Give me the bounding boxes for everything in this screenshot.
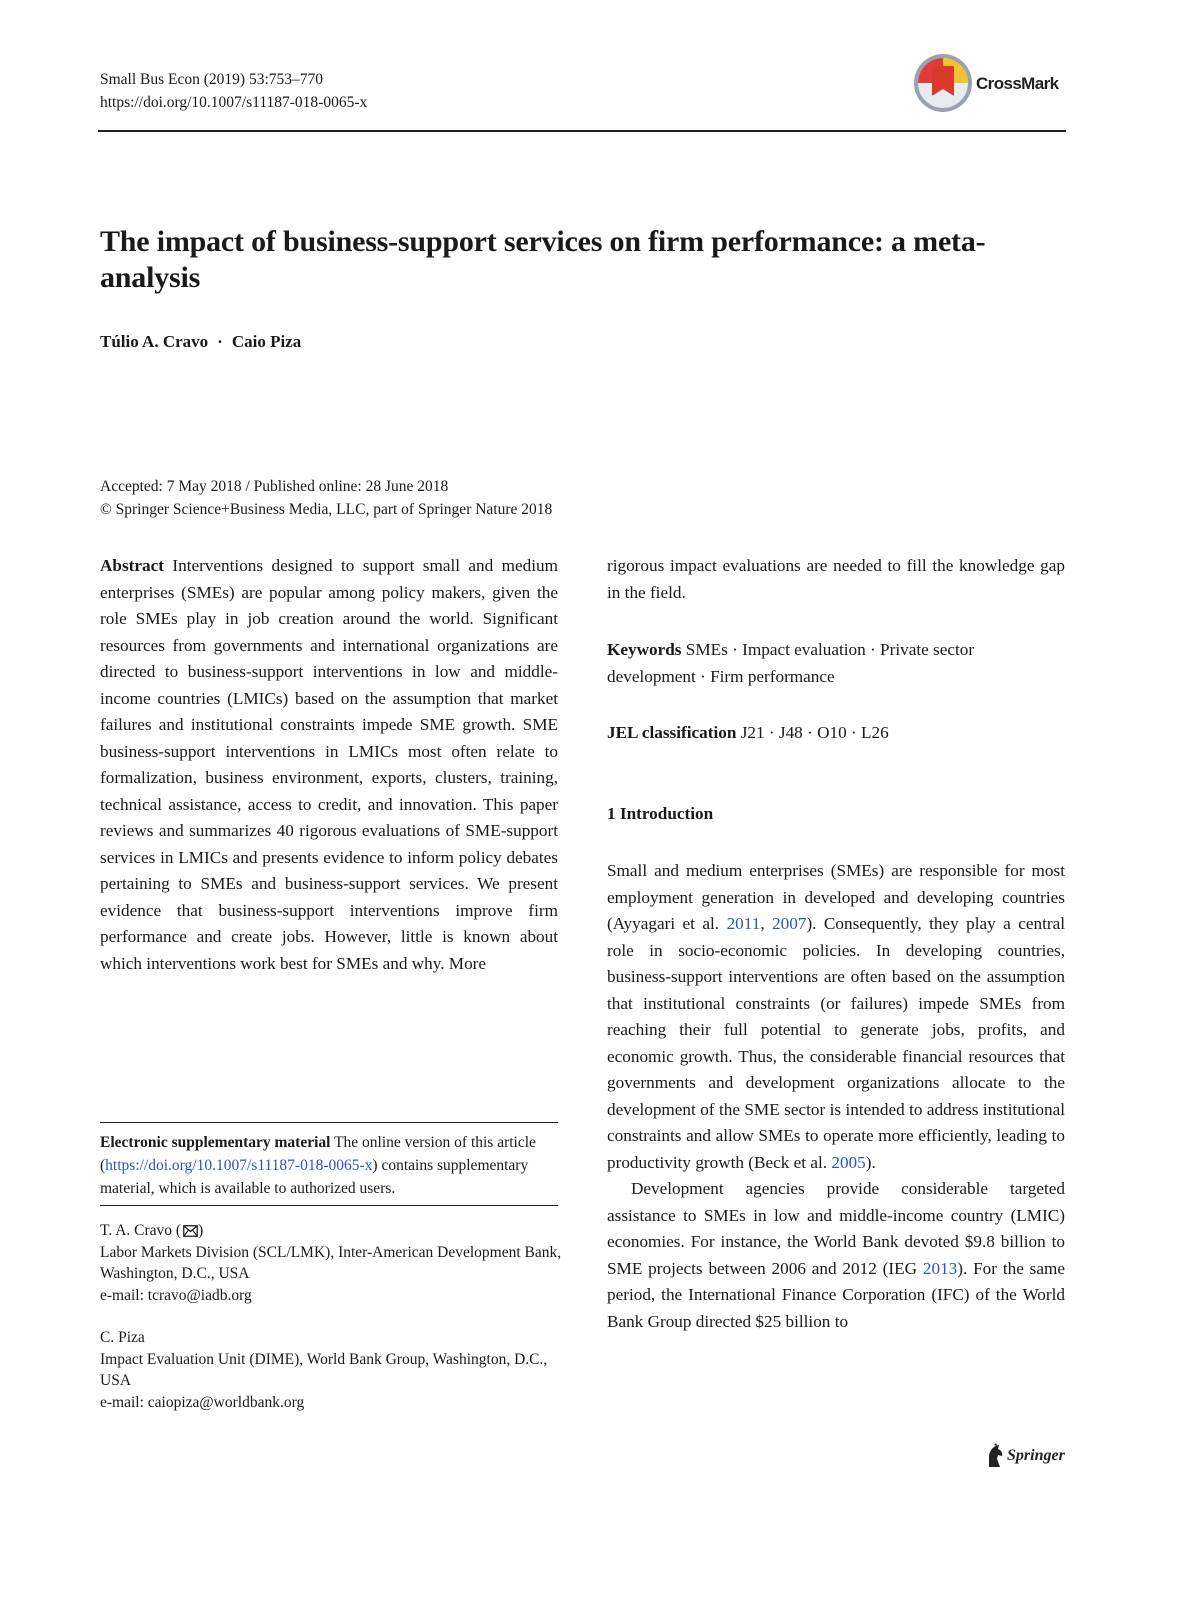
accepted-published-date: Accepted: 7 May 2018 / Published online: 28 June 2018 [100,478,449,495]
jel-codes: J21 · J48 · O10 · L26 [740,723,889,742]
crossmark-badge[interactable] [912,52,1072,112]
citation-link[interactable]: 2007 [772,914,807,933]
author-name[interactable]: Caio Piza [231,332,302,351]
keywords-text: SMEs · Impact evaluation · Private sector development · Firm performance [607,640,975,686]
header-divider [98,130,1066,132]
affiliation-author [100,1220,570,1242]
paragraph-text: ). For the same period, the International Finance Corporation (IFC) of the World Bank Group directed $25 billion to [607,1258,1065,1331]
esm-text: ) contains supplementary material, which is available to authorized users. [100,1157,529,1197]
affiliation-email[interactable]: e-mail: tcravo@iadb.org [100,1286,252,1304]
affiliation-organization: Impact Evaluation Unit (DIME), World Bank Group, Washington, D.C., USA [100,1350,548,1389]
paragraph-text: ). Consequently, they play a central role in socio-economic policies. In developing countries, business-support interventions are often based on the assumption that institutional constraints (or failures) impede SMEs from reaching their full potential to generate jobs, profits, and economic growth. Thus, the considerable financial resources that governments and development organizations allocate to the development of the SME sector is intended to address institutional constraints and allow SMEs to operate more efficiently, leading to productivity growth (Beck et al. [607,914,1065,1172]
doi-link[interactable]: https://doi.org/10.1007/s11187-018-0065-x [100,94,368,111]
springer-logo-text: Springer [1007,1447,1065,1464]
author-name[interactable]: Túlio A. Cravo [100,332,209,351]
springer-logo [985,1443,1075,1471]
journal-info [100,68,367,114]
introduction-paragraph [607,858,1065,1176]
citation-link[interactable]: 2011 [726,914,761,933]
citation-link[interactable]: 2013 [922,1258,958,1278]
paragraph-text: , [760,914,773,933]
keywords-section [607,637,1065,690]
author-affiliation [100,1327,570,1413]
article-title: The impact of business-support services on firm performance: a meta-analysis [100,225,986,294]
esm-label: Electronic supplementary material [100,1134,331,1151]
affiliation-email[interactable]: e-mail: caiopiza@worldbank.org [100,1393,305,1411]
author-list [100,332,301,352]
citation-link[interactable]: 2005 [831,1152,866,1172]
paragraph-text: Development agencies provide considerable targeted assistance to SMEs in low and middle-income country (LMIC) economies. For instance, the World Bank devoted $9.8 billion to SME projects between 2006 and 2012 (IEG [607,1179,1065,1278]
paragraph-text: ). [865,1152,876,1172]
introduction-body [607,858,1065,1335]
envelope-icon[interactable] [183,1225,198,1237]
esm-doi-link[interactable]: https://doi.org/10.1007/s11187-018-0065-x [105,1157,373,1174]
footnote-divider [100,1205,558,1206]
introduction-paragraph [607,1176,1065,1335]
affiliation-name: T. A. Cravo ( [100,1222,182,1239]
jel-label: JEL classification [607,723,737,742]
section-heading-introduction: 1 Introduction [607,804,714,823]
publication-dates [100,475,552,521]
author-separator: · [217,332,223,351]
journal-citation: Small Bus Econ (2019) 53:753–770 [100,71,324,88]
affiliation-name: ) [198,1222,204,1239]
author-affiliation [100,1220,570,1306]
supplementary-material-note [100,1131,558,1200]
jel-section [607,720,1065,747]
affiliation-author: C. Piza [100,1329,145,1346]
abstract-label: Abstract [100,556,164,575]
affiliation-organization: Labor Markets Division (SCL/LMK), Inter-American Development Bank, Washington, D.C., USA [100,1243,562,1282]
footnote-divider [100,1122,558,1123]
abstract-section [100,553,558,977]
esm-text: The online version of this article ( [100,1134,536,1174]
keywords-label: Keywords [607,640,682,659]
abstract-continuation: rigorous impact evaluations are needed to fill the knowledge gap in the field. [607,556,1065,602]
paragraph-text: Small and medium enterprises (SMEs) are responsible for most employment generation in developed and developing countries (Ayyagari et al. [607,861,1065,933]
abstract-text: Interventions designed to support small and medium enterprises (SMEs) are popular among policy makers, given the role SMEs play in job creation around the world. Significant resources from governments and international organizations are directed to business-support interventions in low and middle-income countries (LMICs) based on the assumption that market failures and institutional constraints impede SME growth. SME business-support interventions in LMICs most often relate to formalization, business environment, exports, clusters, training, technical assistance, access to credit, and innovation. This paper reviews and summarizes 40 rigorous evaluations of SME-support services in LMICs and presents evidence to inform policy debates pertaining to SMEs and business-support services. We present evidence that business-support interventions improve firm performance and create jobs. However, little is known about which interventions work best for SMEs and why. More [100,556,558,973]
copyright-notice: © Springer Science+Business Media, LLC, part of Springer Nature 2018 [100,501,553,518]
springer-horse-icon [985,1443,1005,1469]
crossmark-icon [912,52,974,114]
crossmark-label: CrossMark [976,74,1059,93]
